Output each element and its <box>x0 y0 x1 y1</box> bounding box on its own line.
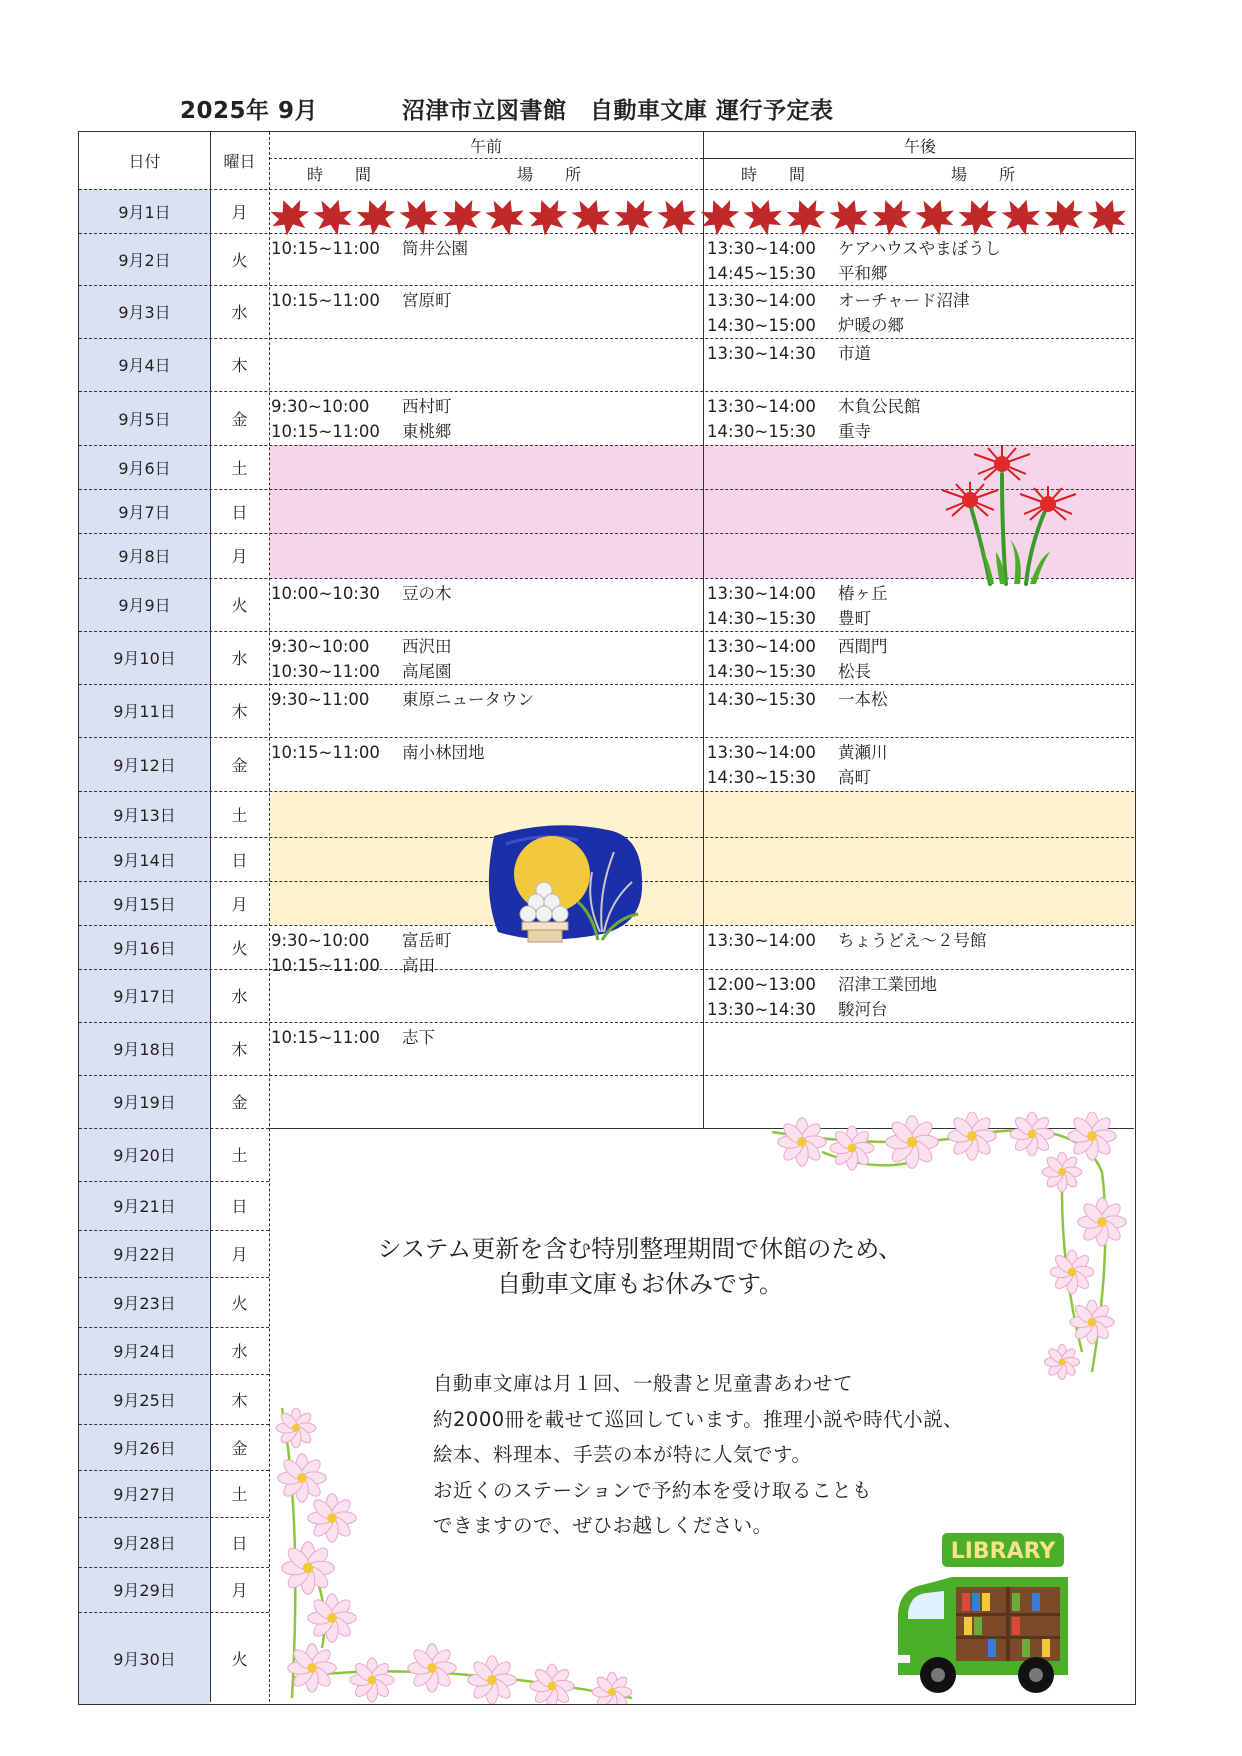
header-divider <box>79 189 1134 190</box>
row-weekday: 土 <box>231 458 248 478</box>
cosmos-flower-icon <box>1078 1198 1126 1246</box>
row-divider <box>79 338 1134 339</box>
header-pm: 午後 <box>903 136 936 156</box>
entry-time: 10:15~11:00 <box>271 291 380 310</box>
entry-place: 平和郷 <box>838 264 888 283</box>
entry-time: 14:30~15:30 <box>707 768 816 787</box>
maple-leaf-icon <box>695 196 745 238</box>
cosmos-flower-icon <box>276 1408 316 1448</box>
cosmos-flower-icon <box>408 1644 456 1692</box>
row-date: 9月12日 <box>79 737 210 791</box>
cosmos-flower-icon <box>308 1494 356 1542</box>
pm-entry <box>707 605 871 629</box>
maple-leaves-icon <box>268 196 1134 238</box>
pm-entry <box>707 287 970 311</box>
entry-place: 黄瀬川 <box>838 743 888 762</box>
row-weekday: 火 <box>231 1649 248 1669</box>
entry-time: 13:30~14:30 <box>707 1000 816 1019</box>
row-weekday: 水 <box>231 1342 248 1361</box>
am-entry <box>271 287 452 311</box>
row-weekday: 土 <box>231 1485 248 1504</box>
row-weekday: 火 <box>231 938 248 958</box>
row-divider <box>79 1567 269 1568</box>
row-date: 9月19日 <box>79 1075 210 1128</box>
row-divider <box>79 1277 269 1278</box>
entry-time: 10:15~11:00 <box>271 422 380 441</box>
library-bus-icon <box>892 1533 1078 1695</box>
row-date: 9月25日 <box>79 1374 210 1424</box>
row-divider <box>79 1374 269 1375</box>
entry-place: 炉暖の郷 <box>838 316 904 335</box>
description-line: 絵本、料理本、手芸の本が特に人気です。 <box>433 1443 812 1466</box>
entry-place: 西間門 <box>838 637 888 656</box>
am-entry <box>271 1024 435 1048</box>
cosmos-flower-icon <box>530 1664 574 1704</box>
entry-time: 13:30~14:00 <box>707 584 816 603</box>
entry-place: 椿ヶ丘 <box>838 584 888 603</box>
row-weekday: 月 <box>231 202 248 222</box>
pm-entry <box>707 971 937 995</box>
am-entry <box>271 418 452 442</box>
entry-time: 10:00~10:30 <box>271 584 380 603</box>
row-date: 9月8日 <box>79 533 210 578</box>
entry-place: 一本松 <box>838 690 888 709</box>
entry-time: 13:30~14:30 <box>707 344 816 363</box>
entry-place: 市道 <box>838 344 871 363</box>
maple-leaf-icon <box>268 196 315 238</box>
row-date: 9月11日 <box>79 684 210 737</box>
row-weekday: 水 <box>231 303 248 322</box>
pm-entry <box>707 235 1001 259</box>
row-weekday: 木 <box>231 702 248 721</box>
maple-leaf-icon <box>653 196 702 238</box>
row-divider <box>79 1022 1134 1023</box>
cosmos-flowers-icon <box>762 1112 1134 1412</box>
cosmos-flower-icon <box>1010 1112 1054 1156</box>
header-am: 午前 <box>469 136 502 156</box>
entry-place: 西村町 <box>402 397 452 416</box>
row-weekday: 土 <box>231 1146 248 1165</box>
row-weekday: 月 <box>231 1581 248 1600</box>
row-weekday: 日 <box>231 1197 248 1216</box>
pm-entry <box>707 927 987 951</box>
row-date: 9月10日 <box>79 631 210 684</box>
am-entry <box>271 686 534 710</box>
row-date: 9月18日 <box>79 1022 210 1075</box>
maple-leaf-icon <box>739 196 788 238</box>
entry-place: 沼津工業団地 <box>838 975 937 994</box>
row-weekday: 木 <box>231 1390 248 1410</box>
cosmos-flower-icon <box>778 1118 826 1166</box>
row-weekday: 水 <box>231 649 248 668</box>
entry-place: ケアハウスやまぼうし <box>838 239 1002 258</box>
am-entry <box>271 580 452 604</box>
entry-time: 9:30~11:00 <box>271 690 370 709</box>
cosmos-flower-icon <box>592 1672 632 1704</box>
row-date: 9月3日 <box>79 285 210 338</box>
row-weekday: 水 <box>231 987 248 1006</box>
row-date: 9月6日 <box>79 445 210 489</box>
row-date: 9月1日 <box>79 189 210 233</box>
entry-place: 高田 <box>402 956 435 975</box>
entry-time: 14:30~15:30 <box>707 690 816 709</box>
row-date: 9月13日 <box>79 791 210 837</box>
header-pm-time: 時 間 <box>740 165 805 184</box>
cosmos-flower-icon <box>468 1656 516 1704</box>
cosmos-flower-icon <box>830 1126 874 1170</box>
row-date: 9月24日 <box>79 1327 210 1374</box>
pm-entry <box>707 580 888 604</box>
cosmos-flower-icon <box>1050 1250 1094 1294</box>
entry-place: 豆の木 <box>402 584 452 603</box>
maple-leaf-icon <box>997 196 1046 238</box>
header-weekday: 曜日 <box>223 152 256 171</box>
header-divider <box>703 158 1134 159</box>
row-date: 9月16日 <box>79 925 210 969</box>
row-date: 9月26日 <box>79 1424 210 1470</box>
entry-place: 木負公民館 <box>838 397 921 416</box>
entry-time: 12:00~13:00 <box>707 975 816 994</box>
cosmos-flower-icon <box>1044 1344 1079 1379</box>
entry-time: 9:30~10:00 <box>271 637 370 656</box>
pm-entry <box>707 633 888 657</box>
row-date: 9月5日 <box>79 391 210 445</box>
row-divider <box>79 1612 269 1613</box>
pm-entry <box>707 260 888 284</box>
row-weekday: 月 <box>231 894 248 914</box>
row-date: 9月28日 <box>79 1517 210 1567</box>
row-divider <box>79 1230 269 1231</box>
maple-leaf-icon <box>395 196 444 238</box>
row-weekday: 火 <box>231 1293 248 1313</box>
row-weekday: 木 <box>231 1040 248 1059</box>
am-entry <box>271 739 485 763</box>
entry-time: 14:30~15:30 <box>707 609 816 628</box>
entry-place: 高町 <box>838 768 871 787</box>
entry-time: 10:15~11:00 <box>271 743 380 762</box>
entry-place: 高尾園 <box>402 662 452 681</box>
maple-leaf-icon <box>609 196 659 238</box>
entry-place: 宮原町 <box>402 291 452 310</box>
description-line: 約2000冊を載せて巡回しています。推理小説や時代小説、 <box>433 1407 964 1431</box>
cosmos-flower-icon <box>350 1658 394 1702</box>
row-divider <box>79 391 1134 392</box>
pm-entry <box>707 996 888 1020</box>
row-divider <box>79 631 1134 632</box>
row-date: 9月15日 <box>79 881 210 925</box>
row-weekday: 火 <box>231 596 248 615</box>
pm-entry <box>707 658 871 682</box>
row-date: 9月14日 <box>79 837 210 881</box>
cosmos-flower-icon <box>1042 1152 1082 1192</box>
entry-time: 13:30~14:00 <box>707 931 816 950</box>
header-date: 日付 <box>128 152 161 171</box>
row-weekday: 金 <box>231 755 248 775</box>
cosmos-flowers-icon <box>272 1398 652 1704</box>
entry-time: 13:30~14:00 <box>707 397 816 416</box>
maple-leaf-icon <box>523 196 573 238</box>
row-divider <box>79 737 1134 738</box>
am-entry <box>271 633 452 657</box>
row-date: 9月23日 <box>79 1277 210 1327</box>
entry-time: 14:30~15:00 <box>707 316 816 335</box>
row-divider <box>79 1181 269 1182</box>
entry-time: 10:30~11:00 <box>271 662 380 681</box>
row-date: 9月30日 <box>79 1612 210 1704</box>
entry-time: 9:30~10:00 <box>271 931 370 950</box>
entry-time: 13:30~14:00 <box>707 637 816 656</box>
row-divider <box>79 1128 269 1129</box>
page-title: 沼津市立図書館 自動車文庫 運行予定表 <box>402 98 834 124</box>
row-date: 9月20日 <box>79 1128 210 1181</box>
row-date: 9月21日 <box>79 1181 210 1230</box>
pm-entry <box>707 312 904 336</box>
bus-sign-text: LIBRARY <box>950 1539 1056 1564</box>
maple-leaf-icon <box>437 196 487 238</box>
pm-entry <box>707 340 871 364</box>
row-weekday: 土 <box>231 805 248 825</box>
row-weekday: 金 <box>231 1093 248 1112</box>
header-am-time: 時 間 <box>306 165 371 184</box>
row-divider <box>79 969 1134 970</box>
entry-place: ちょうどえ～２号館 <box>838 931 987 950</box>
row-date: 9月27日 <box>79 1470 210 1517</box>
maple-leaf-icon <box>1083 196 1132 238</box>
entry-time: 13:30~14:00 <box>707 239 816 258</box>
entry-place: 松長 <box>838 662 871 681</box>
row-divider <box>79 684 1134 685</box>
entry-place: 重寺 <box>838 422 871 441</box>
am-entry <box>271 927 452 951</box>
cosmos-flower-icon <box>1068 1112 1116 1160</box>
header-pm-place: 場 所 <box>950 165 1015 184</box>
row-weekday: 日 <box>231 1533 248 1553</box>
am-entry <box>271 658 452 682</box>
entry-place: 西沢田 <box>402 637 452 656</box>
row-weekday: 月 <box>231 1245 248 1264</box>
pm-entry <box>707 739 888 763</box>
row-date: 9月2日 <box>79 233 210 285</box>
row-weekday: 金 <box>231 1438 248 1458</box>
moon-viewing-icon <box>482 822 654 944</box>
pm-entry <box>707 764 871 788</box>
entry-time: 14:45~15:30 <box>707 264 816 283</box>
entry-place: 豊町 <box>838 609 871 628</box>
header-am-place: 場 所 <box>516 165 581 184</box>
row-divider <box>79 1517 269 1518</box>
entry-place: 富岳町 <box>402 931 452 950</box>
entry-time: 13:30~14:00 <box>707 743 816 762</box>
row-weekday: 木 <box>231 356 248 375</box>
row-divider <box>79 1075 1134 1076</box>
entry-time: 9:30~10:00 <box>271 397 370 416</box>
row-date: 9月9日 <box>79 578 210 631</box>
am-entry <box>271 393 452 417</box>
row-weekday: 日 <box>231 850 248 870</box>
entry-time: 10:15~11:00 <box>271 1028 380 1047</box>
row-weekday: 金 <box>231 409 248 429</box>
maple-leaf-icon <box>911 196 960 238</box>
month-label: 2025年 9月 <box>180 98 319 124</box>
row-date: 9月17日 <box>79 969 210 1022</box>
entry-place: 筒井公園 <box>402 239 468 258</box>
row-divider <box>79 1327 269 1328</box>
entry-time: 14:30~15:30 <box>707 422 816 441</box>
maple-leaf-icon <box>567 196 616 238</box>
cosmos-flower-icon <box>288 1644 336 1692</box>
col-divider <box>703 132 704 1128</box>
am-entry <box>271 235 468 259</box>
row-divider <box>79 791 1134 792</box>
maple-leaf-icon <box>867 196 917 238</box>
col-divider <box>269 132 270 1702</box>
pm-entry <box>707 393 921 417</box>
entry-place: 南小林団地 <box>402 743 485 762</box>
description-line: できますので、ぜひお越しください。 <box>433 1514 773 1537</box>
maple-leaf-icon <box>351 196 401 238</box>
entry-place: 駿河台 <box>838 1000 888 1019</box>
row-date: 9月4日 <box>79 338 210 391</box>
entry-place: 東原ニュータウン <box>402 690 534 709</box>
description-line: 自動車文庫は月１回、一般書と児童書あわせて <box>433 1372 854 1395</box>
entry-time: 14:30~15:30 <box>707 662 816 681</box>
row-weekday: 日 <box>231 502 248 522</box>
maple-leaf-icon <box>1039 196 1089 238</box>
row-date: 9月7日 <box>79 489 210 533</box>
entry-place: 志下 <box>402 1028 435 1047</box>
am-entry <box>271 952 435 976</box>
entry-time: 10:15~11:00 <box>271 956 380 975</box>
cosmos-flower-icon <box>282 1542 335 1595</box>
row-date: 9月22日 <box>79 1230 210 1277</box>
row-weekday: 月 <box>231 547 248 566</box>
entry-time: 13:30~14:00 <box>707 291 816 310</box>
maple-leaf-icon <box>825 196 874 238</box>
entry-place: オーチャード沼津 <box>838 291 970 310</box>
row-date: 9月29日 <box>79 1567 210 1612</box>
entry-place: 東桃郷 <box>402 422 452 441</box>
cosmos-flower-icon <box>308 1594 356 1642</box>
cosmos-flower-icon <box>1070 1300 1114 1344</box>
row-divider <box>79 285 1134 286</box>
row-weekday: 火 <box>231 250 248 270</box>
maple-leaf-icon <box>953 196 1003 238</box>
cosmos-flower-icon <box>948 1112 996 1160</box>
maple-leaf-icon <box>781 196 831 238</box>
row-divider <box>79 1424 269 1425</box>
closure-notice-line1: システム更新を含む特別整理期間で休館のため、 <box>377 1235 903 1263</box>
description-line: お近くのステーションで予約本を受け取ることも <box>433 1478 872 1502</box>
entry-time: 10:15~11:00 <box>271 239 380 258</box>
cosmos-flower-icon <box>278 1454 326 1502</box>
maple-leaf-icon <box>481 196 530 238</box>
closure-notice-line2: 自動車文庫もお休みです。 <box>496 1270 784 1298</box>
pm-entry <box>707 418 871 442</box>
maple-leaf-icon <box>309 196 358 238</box>
col-divider <box>210 132 211 1702</box>
cosmos-flower-icon <box>886 1116 939 1169</box>
red-spider-lily-icon <box>930 444 1090 589</box>
pm-entry <box>707 686 888 710</box>
row-divider <box>79 1470 269 1471</box>
